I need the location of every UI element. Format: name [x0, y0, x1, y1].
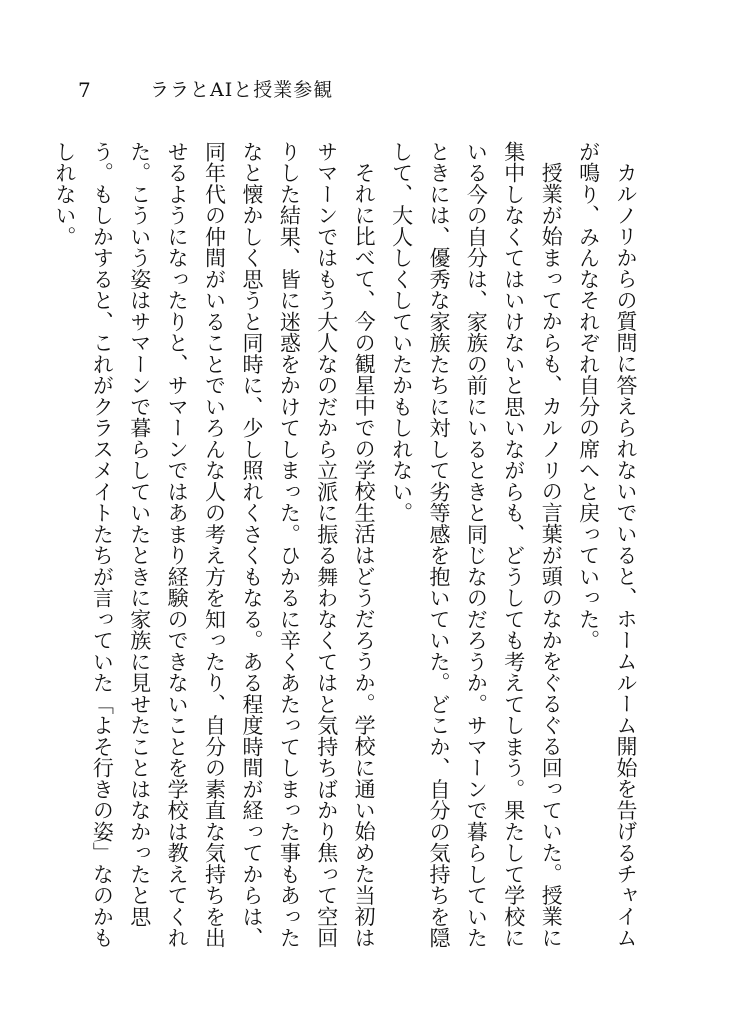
page-number: 7: [78, 78, 91, 102]
paragraph-2: 授業が始まってからも、カルノリの言葉が頭のなかをぐるぐる回っていた。授業に集中しなくてはいけないと思いながらも、どうしても考えてしまう。果たして学校にいる今の自分は、家族の前にいるときと同じなのだろうか。サマーンで暮らしていたときには、優秀な家族たちに対して劣等感を抱いていた。どこか、自分の気持ちを隠して、大人しくしていたかもしれない。: [389, 141, 564, 949]
paragraph-1: カルノリからの質問に答えられないでいると、ホームルーム開始を告げるチャイムが鳴り、みんなそれぞれ自分の席へと戻っていった。: [576, 141, 638, 949]
paragraph-3: それに比べて、今の観星中での学校生活はどうだろうか。学校に通い始めた当初はサマーンではもう大人なのだから立派に振る舞わなくてはと気持ちばかり焦って空回りした結果、皆に迷惑をかけてしまった。ひかるに辛くあたってしまった事もあったなと懐かしく思うと同時に、少し照れくさくもなる。ある程度時間が経ってからは、同年代の仲間がいることでいろんな人の考え方を知ったり、自分の素直な気持ちを出せるようになったりと、サマーンではあまり経験のできないことを学校は教えてくれた。こういう姿はサマーンで暮らしていたときに家族に見せたことはなかったと思う。もしかすると、これがクラスメイトたちが言っていた「よそ行きの姿」なのかもしれない。: [52, 141, 377, 949]
running-title: ララとAIと授業参観: [150, 79, 334, 101]
vertical-body-text: [52, 141, 644, 961]
page-header: [0, 76, 738, 106]
